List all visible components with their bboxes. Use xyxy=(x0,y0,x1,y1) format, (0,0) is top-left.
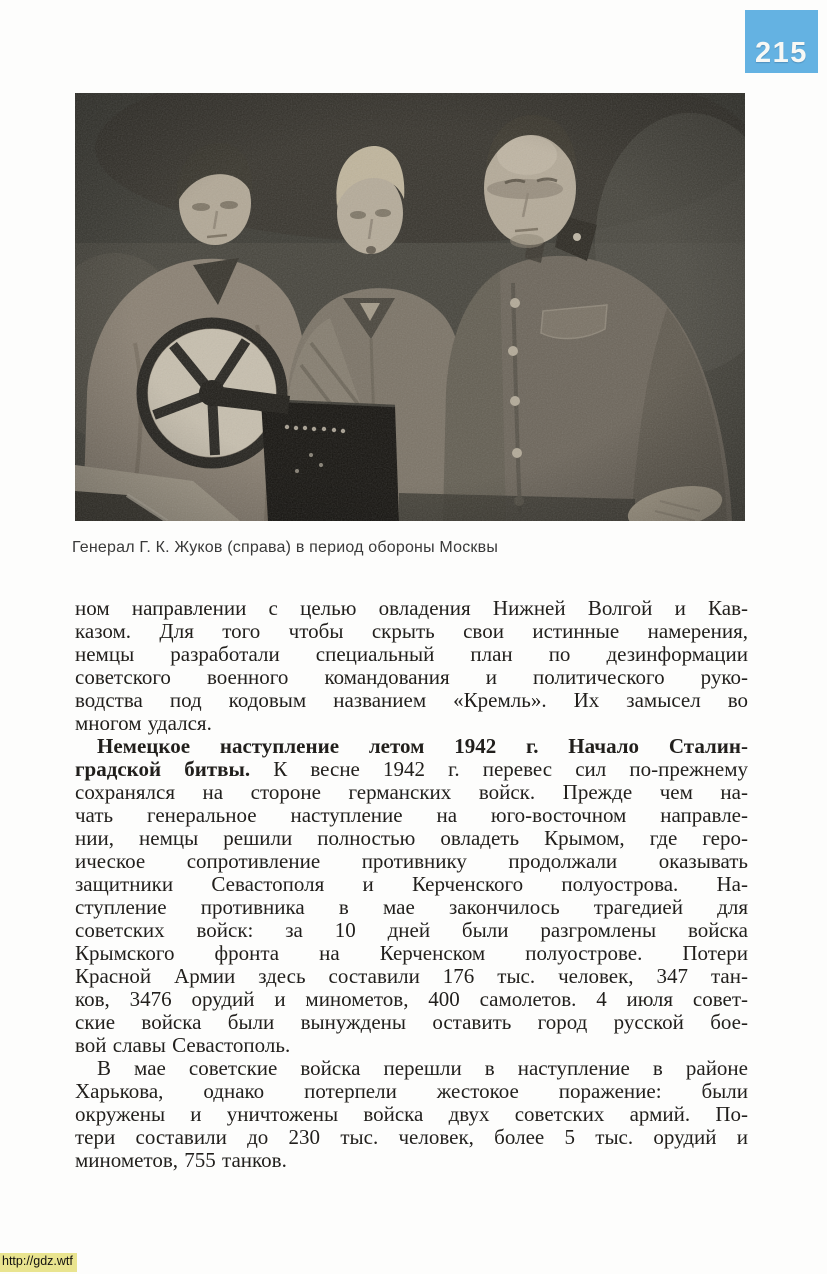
text-line xyxy=(75,942,748,965)
text-line xyxy=(75,758,748,781)
text-line xyxy=(75,735,748,758)
text-line xyxy=(75,1034,748,1057)
text-run: советских войск: за 10 дней были разгромлены войска xyxy=(75,918,748,942)
text-run: В мае советские войска перешли в наступление в районе xyxy=(97,1056,748,1080)
text-run: ном направлении с целью овладения Нижней Волгой и Кав- xyxy=(75,596,748,620)
text-line xyxy=(75,804,748,827)
watermark: http://gdz.wtf xyxy=(0,1253,77,1272)
bold-run: Немецкое наступление летом 1942 г. Начало Сталин- xyxy=(97,734,748,758)
text-line xyxy=(75,873,748,896)
text-run: водства под кодовым названием «Кремль». Их замысел во xyxy=(75,688,748,712)
text-line xyxy=(75,1149,748,1172)
text-line xyxy=(75,1080,748,1103)
text-line xyxy=(75,896,748,919)
text-line xyxy=(75,620,748,643)
text-run: минометов, 755 танков. xyxy=(75,1148,287,1172)
page-number-badge xyxy=(745,10,818,73)
text-run: немцы разработали специальный план по дезинформации xyxy=(75,642,748,666)
text-run: ские войска были вынуждены оставить город русской бое- xyxy=(75,1010,748,1034)
text-run: окружены и уничтожены войска двух советских армий. По- xyxy=(75,1102,748,1126)
text-line xyxy=(75,1126,748,1149)
paragraph xyxy=(75,735,748,1057)
text-line xyxy=(75,643,748,666)
text-run: многом удался. xyxy=(75,711,212,735)
photo-zhukov-moscow-defense xyxy=(75,93,745,521)
text-run: К весне 1942 г. перевес сил по-прежнему xyxy=(250,757,748,781)
text-line xyxy=(75,597,748,620)
text-line xyxy=(75,689,748,712)
text-run: нии, немцы решили полностью овладеть Крымом, где геро- xyxy=(75,826,748,850)
text-run: защитники Севастополя и Керченского полуострова. На- xyxy=(75,872,748,896)
article xyxy=(75,597,748,1172)
text-run: чать генеральное наступление на юго-восточном направле- xyxy=(75,803,748,827)
text-run: Красной Армии здесь составили 176 тыс. человек, 347 тан- xyxy=(75,964,748,988)
text-run: советского военного командования и политического руко- xyxy=(75,665,748,689)
paragraph xyxy=(75,1057,748,1172)
text-run: тери составили до 230 тыс. человек, более 5 тыс. орудий и xyxy=(75,1125,748,1149)
bold-run: градской битвы. xyxy=(75,757,251,781)
text-run: вой славы Севастополь. xyxy=(75,1033,291,1057)
text-run: казом. Для того чтобы скрыть свои истинные намерения, xyxy=(75,619,748,643)
text-run: Харькова, однако потерпели жестокое поражение: были xyxy=(75,1079,748,1103)
text-line xyxy=(75,919,748,942)
photo-illustration xyxy=(75,93,745,521)
page-number-text: 215 xyxy=(755,37,808,69)
text-line xyxy=(75,1103,748,1126)
text-line xyxy=(75,965,748,988)
text-line xyxy=(75,1057,748,1080)
photo-grain xyxy=(75,93,745,521)
text-run: ков, 3476 орудий и минометов, 400 самолетов. 4 июля совет- xyxy=(75,987,748,1011)
text-line xyxy=(75,712,748,735)
text-line xyxy=(75,988,748,1011)
text-run: ступление противника в мае закончилось трагедией для xyxy=(75,895,748,919)
text-line xyxy=(75,850,748,873)
text-run: Крымского фронта на Керченском полуострове. Потери xyxy=(75,941,748,965)
text-line xyxy=(75,1011,748,1034)
text-line xyxy=(75,827,748,850)
text-line xyxy=(75,666,748,689)
photo-caption: Генерал Г. К. Жуков (справа) в период обороны Москвы xyxy=(72,539,499,556)
text-line xyxy=(75,781,748,804)
paragraph xyxy=(75,597,748,735)
text-run: ическое сопротивление противнику продолжали оказывать xyxy=(75,849,748,873)
text-run: сохранялся на стороне германских войск. Прежде чем на- xyxy=(75,780,748,804)
